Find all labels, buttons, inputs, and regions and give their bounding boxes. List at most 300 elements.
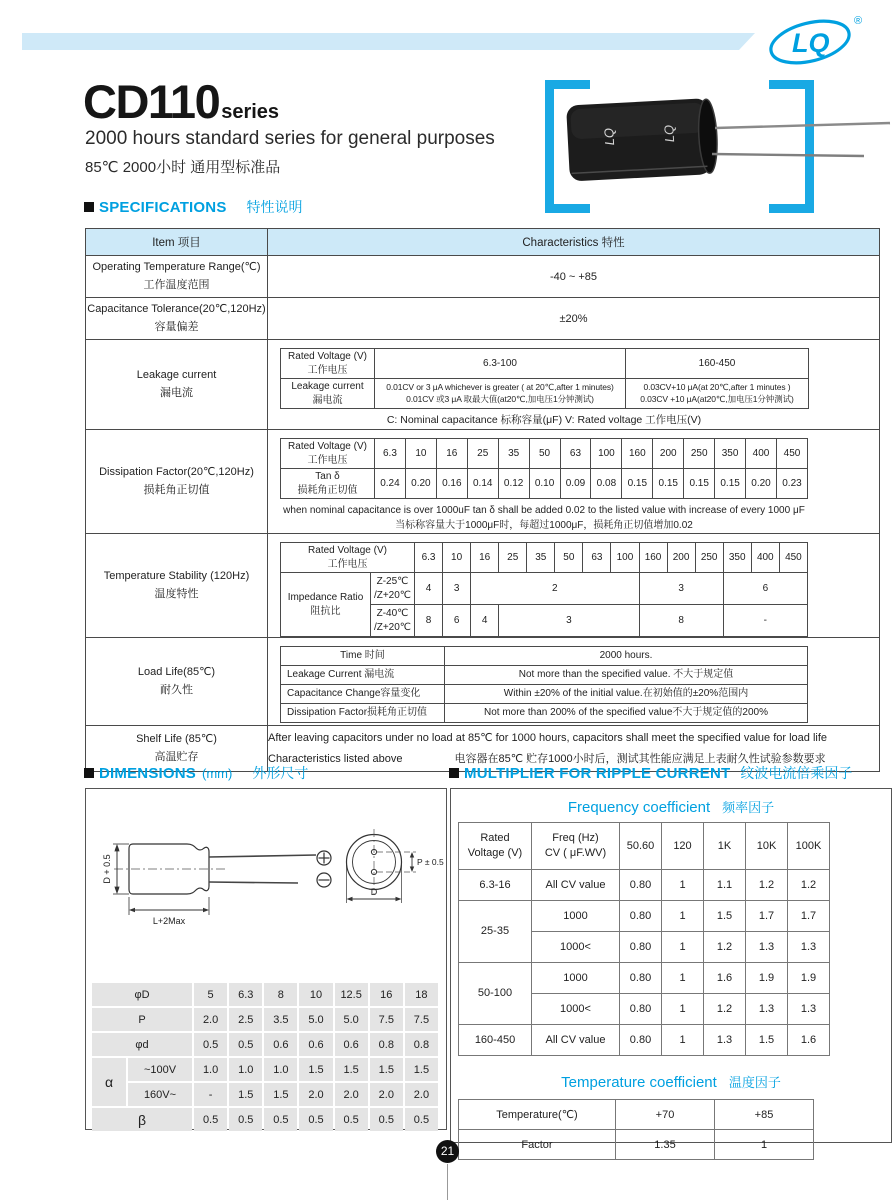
- temp-stability-subtable: [280, 542, 808, 637]
- load-life-value: Not more than the specified value. 不大于规定值: [445, 666, 808, 685]
- cell: +70: [616, 1100, 715, 1130]
- cell: 8: [264, 983, 297, 1006]
- cell: 1.0: [264, 1058, 297, 1081]
- spec-cn: 0.01CV 或3 μA 取最大值(at20℃,加电压1分钟测试): [406, 393, 594, 404]
- cv-cell: 1000<: [532, 932, 620, 963]
- table-row: [459, 901, 830, 932]
- cell: 3: [499, 605, 639, 637]
- header-l1: Rated: [480, 832, 510, 845]
- cell: 0.5: [229, 1108, 262, 1131]
- cell: 1.0: [194, 1058, 227, 1081]
- leakage-note: C: Nominal capacitance 标称容量(μF) V: Rated voltage 工作电压(V): [386, 414, 702, 426]
- cell: 5.0: [299, 1008, 332, 1031]
- label-cn: 阻抗比: [310, 605, 341, 617]
- cell: 0.15: [715, 469, 746, 499]
- cell: 0.20: [746, 469, 777, 499]
- cv-cell: 1000<: [532, 994, 620, 1025]
- rated-voltage-label: [281, 543, 415, 573]
- capacitor-lead-bottom: [712, 154, 864, 156]
- label-cn: 容量偏差: [154, 320, 199, 333]
- voltage-range-cell: 160-450: [459, 1025, 532, 1056]
- cell: 10: [299, 983, 332, 1006]
- table-row: [459, 1130, 814, 1160]
- cell: 18: [405, 983, 438, 1006]
- temperature-label: Temperature(℃): [459, 1100, 616, 1130]
- cell: 2.5: [229, 1008, 262, 1031]
- cell: 3: [639, 573, 723, 605]
- label-cn: 损耗角正切值: [143, 483, 210, 496]
- cell: 250: [684, 439, 715, 469]
- label-cn: 工作电压: [307, 454, 348, 466]
- table-row: [281, 543, 808, 573]
- ripple-current-panel: [450, 788, 892, 1151]
- dim-row-label: φd: [92, 1033, 192, 1056]
- cell: 1.7: [788, 901, 830, 932]
- lead-top: [209, 855, 316, 857]
- specifications-heading-cn: 特性说明: [246, 199, 303, 215]
- cell: 1: [662, 963, 704, 994]
- load-life-value: Not more than 200% of the specified value不大于规定值的200%: [445, 704, 808, 723]
- cell: 0.09: [560, 469, 591, 499]
- cell: 1.9: [746, 963, 788, 994]
- cell: 0.10: [529, 469, 560, 499]
- table-row: [86, 340, 880, 430]
- cell: 10: [443, 543, 471, 573]
- column-header-characteristics: Characteristics 特性: [268, 229, 880, 256]
- cell: 5.0: [335, 1008, 368, 1031]
- dimensions-unit: (mm): [202, 765, 233, 781]
- row-label-load-life: [86, 638, 268, 726]
- cell: 50: [529, 439, 560, 469]
- frequency-coefficient-table: [458, 822, 830, 1056]
- cell: 2.0: [370, 1083, 403, 1106]
- table-row: [459, 1025, 830, 1056]
- cell: 1.3: [788, 994, 830, 1025]
- table-row: [281, 439, 808, 469]
- specifications-heading-en: SPECIFICATIONS: [99, 198, 227, 216]
- column-header: 1K: [704, 823, 746, 870]
- length-dimension-label: L+2Max: [152, 916, 186, 926]
- label-en: Load Life(85℃): [137, 666, 216, 679]
- brand-logo-text: LQ: [792, 28, 830, 58]
- cell: 0.80: [620, 932, 662, 963]
- voltage-range-cell: 25-35: [459, 901, 532, 963]
- cell: 1.3: [746, 932, 788, 963]
- specifications-heading: [84, 197, 303, 217]
- polarity-negative-icon: [317, 873, 331, 887]
- table-row: [281, 647, 808, 666]
- tan-delta-label: [281, 469, 375, 499]
- table-row: [86, 638, 880, 726]
- cell: 1.5: [370, 1058, 403, 1081]
- cell: 4: [471, 605, 499, 637]
- cell: 5: [194, 983, 227, 1006]
- cell: 0.80: [620, 870, 662, 901]
- rated-voltage-label: [281, 349, 375, 379]
- capacitor-print-logo: LQ: [601, 127, 618, 146]
- table-row: [92, 1083, 438, 1106]
- dimensions-heading-en: DIMENSIONS: [99, 764, 197, 782]
- frequency-coefficient-title: [451, 797, 891, 816]
- cell: -: [723, 605, 807, 637]
- table-header-row: [459, 823, 830, 870]
- table-row: [86, 430, 880, 534]
- cell: 35: [527, 543, 555, 573]
- table-row: [459, 1100, 814, 1130]
- label-en: Tan δ: [315, 471, 340, 482]
- cell: 1.3: [788, 932, 830, 963]
- cell: 1.35: [616, 1130, 715, 1160]
- table-row: [92, 1008, 438, 1031]
- cell: 0.8: [370, 1033, 403, 1056]
- polarity-positive-icon: [317, 851, 331, 865]
- dim-row-label: φD: [92, 983, 192, 1006]
- pitch-dimension-label: P ± 0.5: [417, 857, 444, 867]
- voltage-range-cell: 6.3-16: [459, 870, 532, 901]
- cell: 0.6: [264, 1033, 297, 1056]
- alpha-row-label: ~100V: [128, 1058, 192, 1081]
- cell: 0.5: [229, 1033, 262, 1056]
- cell: 0.80: [620, 901, 662, 932]
- series-title: [83, 74, 279, 129]
- cell: 0.15: [653, 469, 684, 499]
- cell: 0.14: [467, 469, 498, 499]
- cell: 0.5: [370, 1108, 403, 1131]
- label-l1: Z-40℃: [376, 608, 409, 619]
- cell: 0.5: [335, 1108, 368, 1131]
- load-life-key: Leakage Current 漏电流: [281, 666, 445, 685]
- dimension-table: [90, 981, 440, 1133]
- table-row: [281, 469, 808, 499]
- leakage-subtable: [280, 348, 809, 409]
- column-header: 100K: [788, 823, 830, 870]
- cell: 1.3: [704, 1025, 746, 1056]
- load-life-key: Time 时间: [281, 647, 445, 666]
- cell: 1: [662, 901, 704, 932]
- dimensions-panel: [85, 788, 447, 1130]
- cell: 1.6: [788, 1025, 830, 1056]
- cell: 0.80: [620, 1025, 662, 1056]
- cell: 8: [639, 605, 723, 637]
- cell: 6.3: [415, 543, 443, 573]
- row-label-leakage: [86, 340, 268, 430]
- cell: +85: [715, 1100, 814, 1130]
- series-subtitle-en: 2000 hours standard series for general purposes: [85, 128, 495, 149]
- temperature-coefficient-title-en: Temperature coefficient: [561, 1074, 717, 1091]
- cell: 6: [443, 605, 471, 637]
- cell: 1.9: [788, 963, 830, 994]
- cell: 1.5: [299, 1058, 332, 1081]
- load-life-value: 2000 hours.: [445, 647, 808, 666]
- cell: 1: [662, 1025, 704, 1056]
- table-row: [281, 704, 808, 723]
- cell: 1.0: [229, 1058, 262, 1081]
- diameter-dimension-label: D: [370, 887, 378, 897]
- capacitor-lead-top: [715, 123, 890, 128]
- cell: 8: [415, 605, 443, 637]
- shelf-life-line2-cn: 电容器在85℃ 贮存1000小时后，测试其性能应满足上表耐久性试验参数要求: [454, 752, 826, 765]
- label-cn: 温度特性: [154, 587, 199, 600]
- cell: 3.5: [264, 1008, 297, 1031]
- table-row: [281, 685, 808, 704]
- cell: 12.5: [335, 983, 368, 1006]
- cell: 16: [436, 439, 467, 469]
- rated-voltage-label: [281, 439, 375, 469]
- capacitor-photo: [556, 86, 896, 190]
- cell: 400: [751, 543, 779, 573]
- cell: 6: [723, 573, 807, 605]
- cell: 160: [622, 439, 653, 469]
- dissipation-note: [280, 503, 808, 533]
- note-cn: 当标称容量大于1000μF时，每超过1000μF，损耗角正切值增加0.02: [395, 520, 693, 531]
- cell: 0.5: [194, 1033, 227, 1056]
- voltage-range-cell: 50-100: [459, 963, 532, 1025]
- label-cn: 耐久性: [160, 683, 193, 696]
- label-en: Rated Voltage (V): [288, 351, 367, 362]
- operating-temp-value: -40 ~ +85: [268, 256, 880, 298]
- temperature-coefficient-title-cn: 温度因子: [728, 1075, 781, 1090]
- cell: 200: [667, 543, 695, 573]
- load-life-key: Dissipation Factor损耗角正切值: [281, 704, 445, 723]
- cell: 1.5: [746, 1025, 788, 1056]
- cell: 1.2: [788, 870, 830, 901]
- label-cn: 漏电流: [312, 394, 343, 406]
- frequency-coefficient-title-cn: 频率因子: [722, 800, 775, 815]
- table-row: [281, 349, 809, 379]
- table-row: [92, 1108, 438, 1131]
- cell: 1.2: [704, 932, 746, 963]
- cv-cell: 1000: [532, 963, 620, 994]
- column-header: 50.60: [620, 823, 662, 870]
- cell: 0.5: [264, 1108, 297, 1131]
- cell: 63: [583, 543, 611, 573]
- cell: 6.3: [375, 439, 406, 469]
- cell: 1.1: [704, 870, 746, 901]
- spec-en: 0.01CV or 3 μA whichever is greater ( at 20℃,after 1 minutes): [386, 382, 614, 393]
- leakage-spec-cell: [375, 379, 626, 409]
- spec-en: 0.03CV+10 μA(at 20℃,after 1 minutes ): [643, 382, 791, 393]
- dimensions-heading-cn: 外形尺寸: [252, 765, 309, 781]
- cell: 350: [715, 439, 746, 469]
- cell: 0.5: [299, 1108, 332, 1131]
- cell: 4: [415, 573, 443, 605]
- leakage-current-label: [281, 379, 375, 409]
- cell: 25: [467, 439, 498, 469]
- label-en: Shelf Life (85℃): [136, 733, 217, 746]
- temperature-coefficient-title: [451, 1072, 891, 1091]
- multiplier-heading-en: MULTIPLIER FOR RIPPLE CURRENT: [464, 764, 731, 782]
- shelf-life-line1: After leaving capacitors under no load at 85℃ for 1000 hours, capacitors shall meet the specified value for load life: [268, 731, 828, 744]
- series-name: CD110: [83, 75, 220, 128]
- label-en: Dissipation Factor(20℃,120Hz): [99, 466, 254, 479]
- cell: 1: [662, 870, 704, 901]
- cell: 0.12: [498, 469, 529, 499]
- row-label-temp-stability: [86, 534, 268, 638]
- label-cn: 漏电流: [160, 386, 193, 399]
- cell: 0.23: [776, 469, 807, 499]
- cell: 63: [560, 439, 591, 469]
- label-cn: 高温贮存: [154, 750, 199, 763]
- square-bullet-icon: [84, 202, 94, 212]
- cell: 2.0: [299, 1083, 332, 1106]
- cell: 0.24: [375, 469, 406, 499]
- cell: 1.5: [264, 1083, 297, 1106]
- cell: 16: [370, 983, 403, 1006]
- cell: 0.15: [622, 469, 653, 499]
- cv-cell: 1000: [532, 901, 620, 932]
- cell: 0.8: [405, 1033, 438, 1056]
- voltage-range-cell: 6.3-100: [375, 349, 626, 379]
- capacitor-print-logo-2: LQ: [661, 124, 678, 143]
- cell: 0.5: [405, 1108, 438, 1131]
- frequency-coefficient-title-en: Frequency coefficient: [567, 799, 711, 816]
- label-cn: 工作电压: [327, 558, 368, 570]
- cell: 0.15: [684, 469, 715, 499]
- z25-label: [371, 573, 415, 605]
- load-life-key: Capacitance Change容量变化: [281, 685, 445, 704]
- label-cn: 工作电压: [307, 364, 348, 376]
- label-en: Temperature Stability (120Hz): [103, 570, 250, 583]
- column-header: 10K: [746, 823, 788, 870]
- cell: 1.2: [746, 870, 788, 901]
- label-en: Leakage current: [136, 369, 217, 382]
- table-row: [86, 534, 880, 638]
- cap-tolerance-value: ±20%: [268, 298, 880, 340]
- cell: 400: [746, 439, 777, 469]
- cell: -: [194, 1083, 227, 1106]
- dissipation-subtable: [280, 438, 808, 499]
- column-header-item: Item 项目: [86, 229, 268, 256]
- cell: 1.5: [229, 1083, 262, 1106]
- alpha-label: α: [92, 1058, 126, 1106]
- cell: 1.5: [335, 1058, 368, 1081]
- voltage-range-cell: 160-450: [626, 349, 809, 379]
- note-en: when nominal capacitance is over 1000uF tan δ shall be added 0.02 to the listed value with increase of every 1000 μF: [283, 505, 805, 516]
- cell: 10: [405, 439, 436, 469]
- cv-cell: All CV value: [532, 870, 620, 901]
- cell: 0.80: [620, 994, 662, 1025]
- cell: 100: [591, 439, 622, 469]
- lead-bottom: [209, 882, 298, 883]
- label-en: Impedance Ratio: [287, 592, 364, 603]
- cell: 0.6: [335, 1033, 368, 1056]
- table-row: [92, 1033, 438, 1056]
- table-row: [281, 379, 809, 409]
- cell: 100: [611, 543, 639, 573]
- table-row: [281, 573, 808, 605]
- cell: 25: [499, 543, 527, 573]
- cell: 2.0: [194, 1008, 227, 1031]
- label-l2: /Z+20℃: [373, 589, 412, 601]
- cell: 7.5: [370, 1008, 403, 1031]
- table-row: [459, 963, 830, 994]
- freq-cv-header: [532, 823, 620, 870]
- cell: 1: [715, 1130, 814, 1160]
- cell: 6.3: [229, 983, 262, 1006]
- row-label-operating-temp: [86, 256, 268, 298]
- table-row: [459, 870, 830, 901]
- cell: 350: [723, 543, 751, 573]
- temperature-coefficient-table: [458, 1099, 814, 1160]
- cv-cell: All CV value: [532, 1025, 620, 1056]
- spec-cn: 0.03CV +10 μA(at20℃,加电压1分钟测试): [640, 393, 794, 404]
- square-bullet-icon: [84, 768, 94, 778]
- rated-voltage-header: [459, 823, 532, 870]
- header-l1: Freq (Hz): [552, 832, 599, 845]
- table-row: [86, 256, 880, 298]
- cell: 2.0: [335, 1083, 368, 1106]
- cell: 3: [443, 573, 471, 605]
- beta-label: β: [92, 1108, 192, 1131]
- dim-row-label: P: [92, 1008, 192, 1031]
- square-bullet-icon: [449, 768, 459, 778]
- column-header: 120: [662, 823, 704, 870]
- header-banner-stripe: [22, 33, 755, 50]
- footer-divider: [447, 1164, 448, 1200]
- cell: 0.6: [299, 1033, 332, 1056]
- specifications-table: [85, 228, 880, 772]
- cell: 0.16: [436, 469, 467, 499]
- cell: 16: [471, 543, 499, 573]
- leakage-spec-cell: [626, 379, 809, 409]
- cell: 250: [695, 543, 723, 573]
- cell: 200: [653, 439, 684, 469]
- cell: 1: [662, 932, 704, 963]
- series-suffix: series: [221, 101, 280, 123]
- load-life-value: Within ±20% of the initial value.在初始值的±20%范围内: [445, 685, 808, 704]
- label-en: Leakage current: [291, 381, 364, 392]
- table-header-row: [86, 229, 880, 256]
- label-cn: 损耗角正切值: [297, 484, 358, 496]
- table-row: [92, 983, 438, 1006]
- label-l1: Z-25℃: [376, 576, 409, 587]
- factor-label: Factor: [459, 1130, 616, 1160]
- cell: 1.2: [704, 994, 746, 1025]
- brand-logo-icon: [758, 10, 878, 72]
- cell: 0.20: [405, 469, 436, 499]
- series-subtitle-cn: 85℃ 2000小时 通用型标准品: [85, 159, 281, 176]
- registered-mark: ®: [854, 15, 863, 27]
- multiplier-heading: [449, 763, 852, 783]
- cell: 0.5: [194, 1108, 227, 1131]
- shelf-life-line2-en: Characteristics listed above: [268, 752, 403, 765]
- table-row: [92, 1058, 438, 1081]
- dimensions-heading: [84, 763, 308, 783]
- cell: 1.6: [704, 963, 746, 994]
- label-cn: 工作温度范围: [143, 278, 210, 291]
- cell: 1.3: [746, 994, 788, 1025]
- cell: 160: [639, 543, 667, 573]
- cell: 2.0: [405, 1083, 438, 1106]
- header-l2: Voltage (V): [467, 847, 523, 859]
- cell: 0.80: [620, 963, 662, 994]
- cell: 1.7: [746, 901, 788, 932]
- cell: 50: [555, 543, 583, 573]
- alpha-row-label: 160V~: [128, 1083, 192, 1106]
- cell: 450: [779, 543, 807, 573]
- row-label-dissipation: [86, 430, 268, 534]
- cell: 7.5: [405, 1008, 438, 1031]
- table-row: [86, 298, 880, 340]
- table-row: [281, 666, 808, 685]
- cell: 450: [776, 439, 807, 469]
- cell: 1.5: [405, 1058, 438, 1081]
- cell: 1.5: [704, 901, 746, 932]
- cell: 1: [662, 994, 704, 1025]
- z40-label: [371, 605, 415, 637]
- label-en: Capacitance Tolerance(20℃,120Hz): [87, 303, 266, 316]
- height-dimension-label: D + 0.5: [102, 854, 112, 884]
